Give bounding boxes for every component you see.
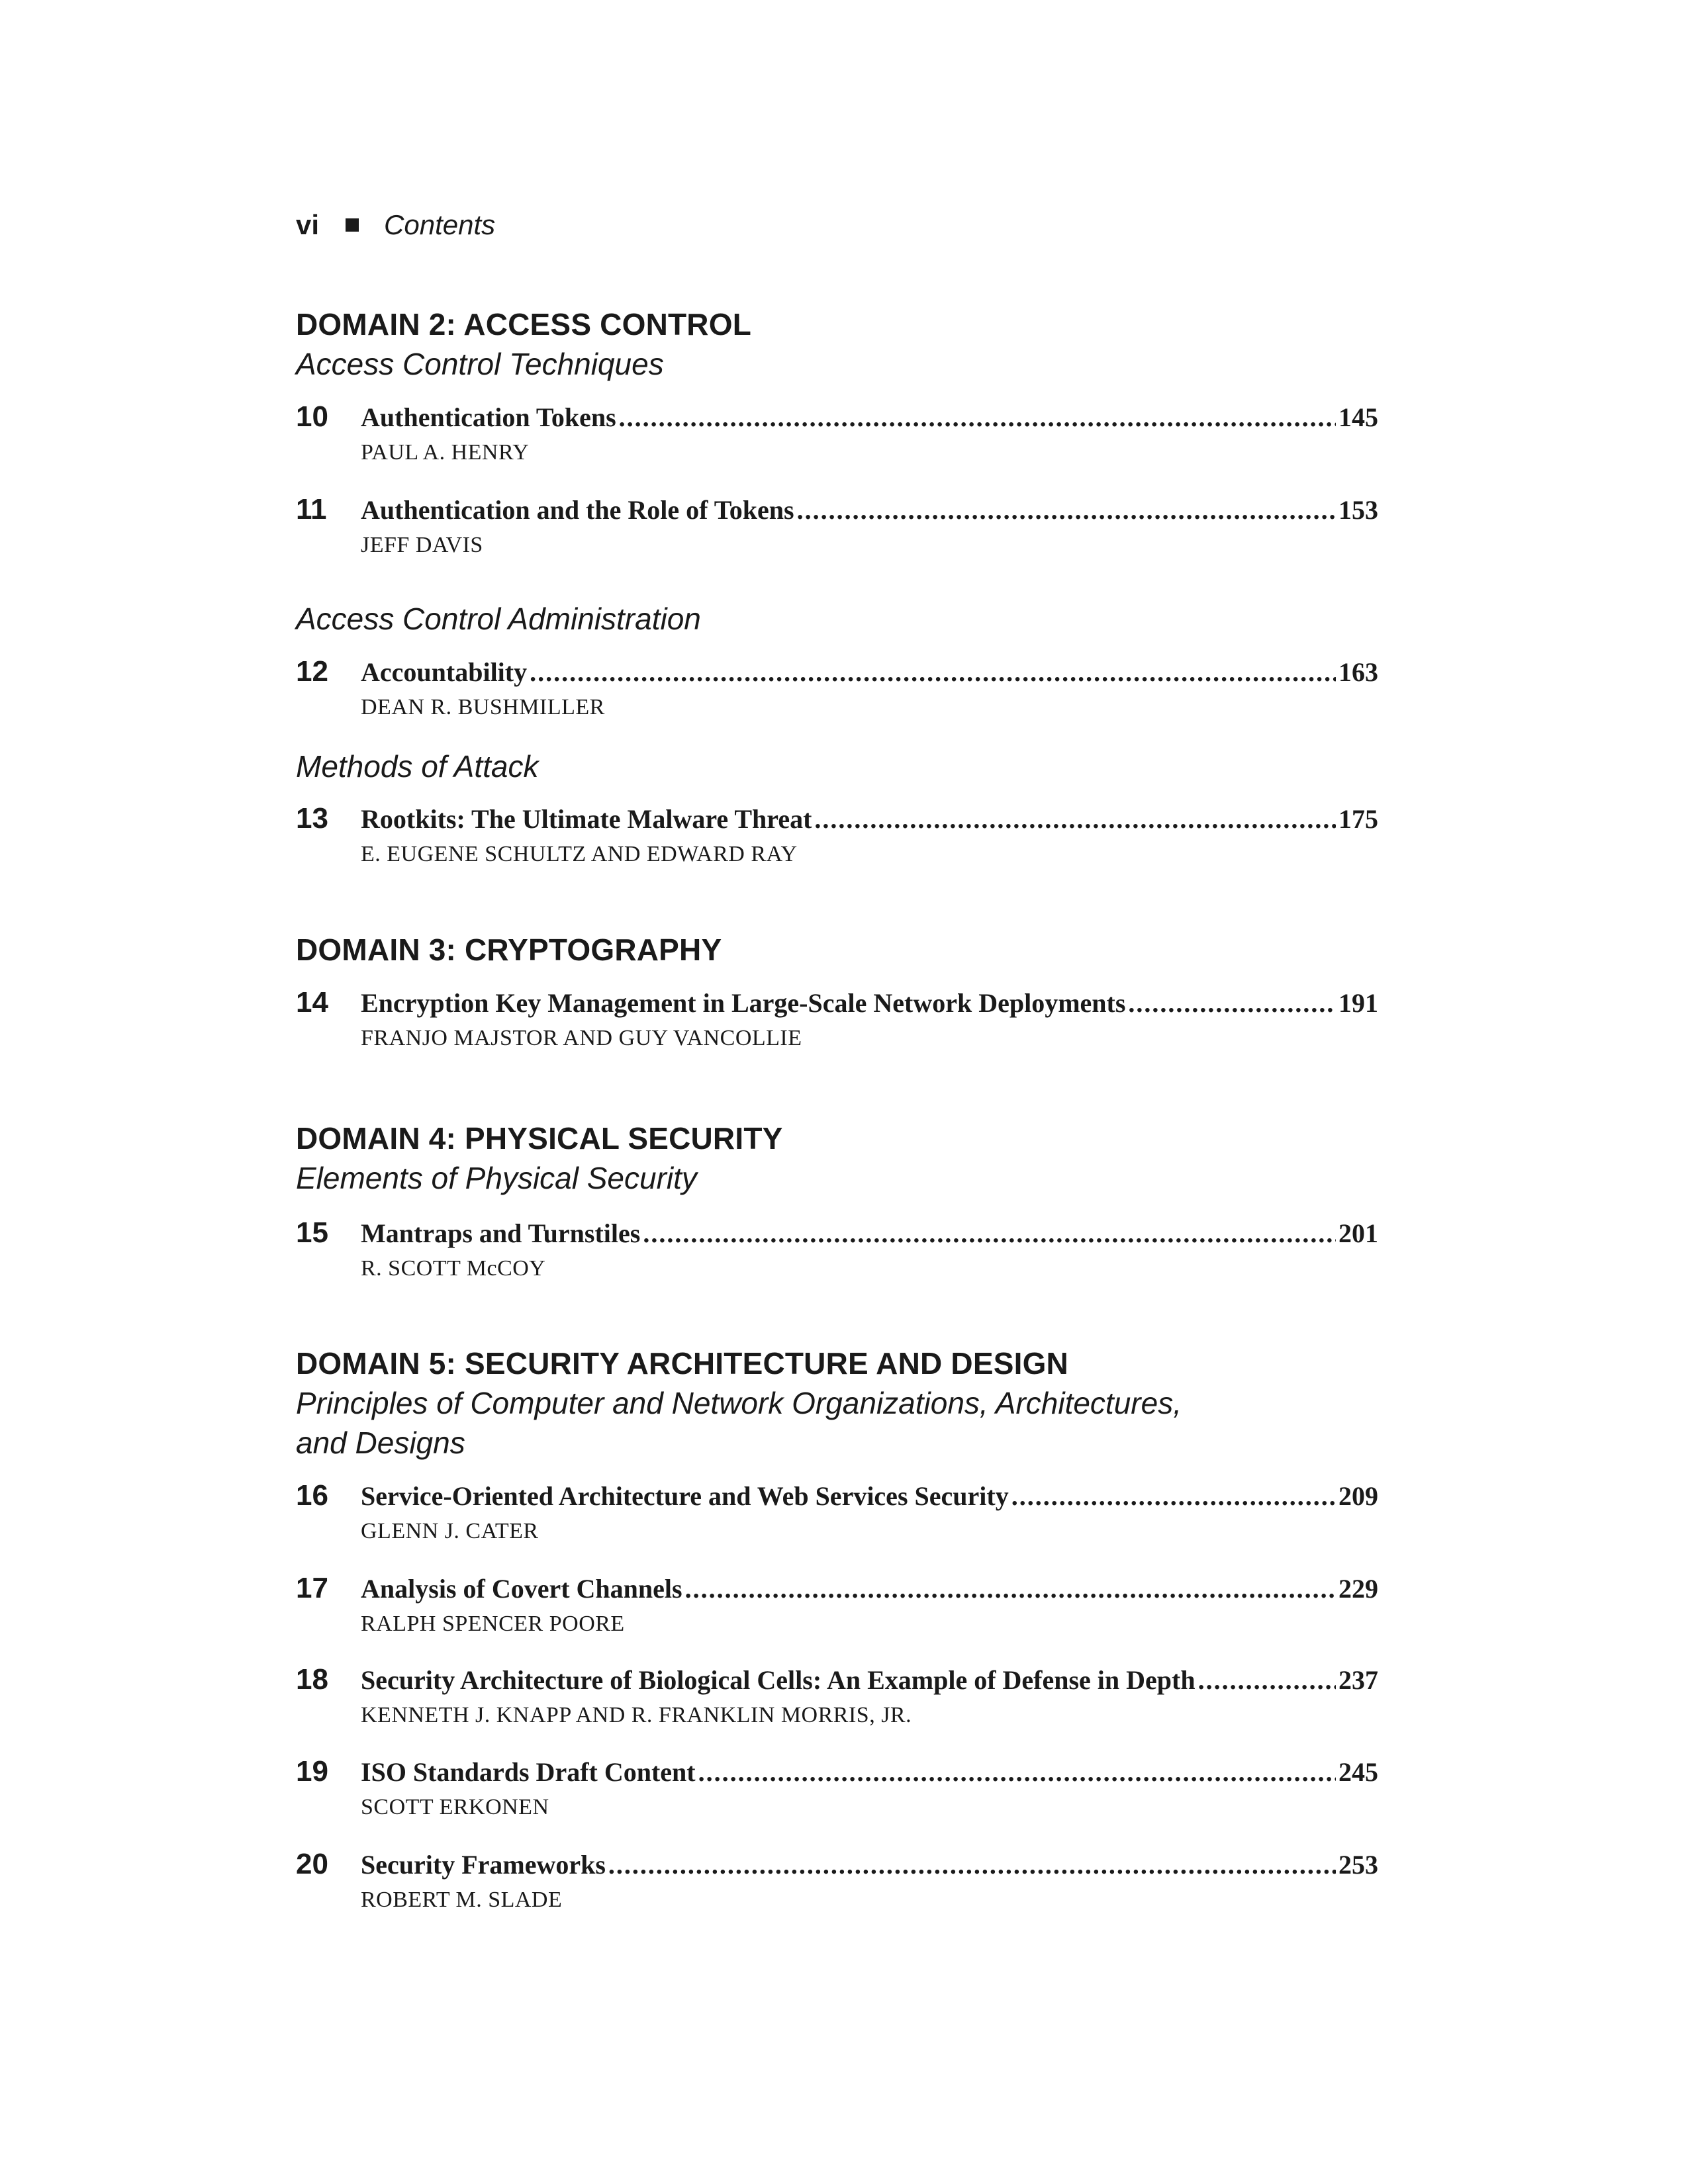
dot-leader <box>619 402 1336 433</box>
chapter-author: KENNETH J. KNAPP AND R. FRANKLIN MORRIS, JR. <box>361 1703 912 1727</box>
chapter-number: 10 <box>296 400 328 433</box>
page-number[interactable]: 163 <box>1338 657 1378 687</box>
chapter-title[interactable]: Accountability <box>361 657 528 687</box>
page-number[interactable]: 253 <box>1338 1850 1378 1880</box>
chapter-title[interactable]: Mantraps and Turnstiles <box>361 1218 641 1248</box>
square-bullet-icon <box>346 218 359 232</box>
chapter-number: 13 <box>296 802 328 835</box>
domain-4-header <box>296 1118 783 1198</box>
domain-heading: DOMAIN 4: PHYSICAL SECURITY <box>296 1121 783 1156</box>
domain-heading: DOMAIN 3: CRYPTOGRAPHY <box>296 933 722 967</box>
chapter-number: 15 <box>296 1216 328 1249</box>
toc-entry[interactable] <box>296 1663 1378 1731</box>
chapter-number: 17 <box>296 1572 328 1604</box>
chapter-title[interactable]: Authentication and the Role of Tokens <box>361 495 794 525</box>
section-heading: Elements of Physical Security <box>296 1161 697 1195</box>
page-number[interactable]: 237 <box>1338 1665 1378 1695</box>
toc-entry[interactable] <box>296 986 1378 1054</box>
page-number[interactable]: 229 <box>1338 1574 1378 1604</box>
toc-entry[interactable] <box>296 400 1378 468</box>
chapter-title[interactable]: ISO Standards Draft Content <box>361 1757 696 1787</box>
chapter-author: JEFF DAVIS <box>361 533 483 557</box>
chapter-number: 18 <box>296 1663 328 1696</box>
chapter-author: DEAN R. BUSHMILLER <box>361 695 605 719</box>
chapter-number: 11 <box>296 493 327 525</box>
dot-leader <box>530 657 1336 688</box>
chapter-author: RALPH SPENCER POORE <box>361 1612 625 1636</box>
chapter-number: 19 <box>296 1755 328 1788</box>
chapter-author: E. EUGENE SCHULTZ AND EDWARD RAY <box>361 842 798 866</box>
page-number[interactable]: 153 <box>1338 495 1378 525</box>
dot-leader <box>643 1218 1336 1249</box>
dot-leader <box>1198 1664 1336 1696</box>
chapter-author: GLENN J. CATER <box>361 1519 539 1543</box>
chapter-title[interactable]: Rootkits: The Ultimate Malware Threat <box>361 804 812 834</box>
dot-leader <box>685 1573 1336 1604</box>
page-number[interactable]: 145 <box>1338 402 1378 432</box>
toc-entry[interactable] <box>296 1848 1378 1915</box>
section-header <box>296 599 701 639</box>
chapter-number: 16 <box>296 1479 328 1512</box>
dot-leader <box>1128 987 1336 1019</box>
chapter-number: 20 <box>296 1848 328 1880</box>
section-heading-line-1: Principles of Computer and Network Organizations, Architectures, <box>296 1386 1182 1420</box>
dot-leader <box>698 1756 1336 1788</box>
domain-heading: DOMAIN 5: SECURITY ARCHITECTURE AND DESIGN <box>296 1346 1068 1381</box>
toc-entry[interactable] <box>296 493 1378 561</box>
chapter-author: FRANJO MAJSTOR AND GUY VANCOLLIE <box>361 1026 802 1050</box>
section-heading: Access Control Techniques <box>296 347 664 381</box>
chapter-author: ROBERT M. SLADE <box>361 1888 563 1912</box>
dot-leader <box>608 1849 1336 1880</box>
chapter-author: PAUL A. HENRY <box>361 440 530 465</box>
page-number[interactable]: 209 <box>1338 1481 1378 1511</box>
section-header <box>296 747 538 786</box>
page-number[interactable]: 201 <box>1338 1218 1378 1248</box>
chapter-author: R. SCOTT McCOY <box>361 1256 546 1281</box>
section-heading: Access Control Administration <box>296 602 701 636</box>
chapter-title[interactable]: Security Architecture of Biological Cells: An Example of Defense in Depth <box>361 1665 1196 1695</box>
domain-2-header <box>296 304 751 384</box>
toc-entry[interactable] <box>296 802 1378 870</box>
chapter-title[interactable]: Service-Oriented Architecture and Web Services Security <box>361 1481 1009 1511</box>
toc-entry[interactable] <box>296 1216 1378 1284</box>
chapter-title[interactable]: Security Frameworks <box>361 1850 606 1880</box>
page-number[interactable]: 245 <box>1338 1757 1378 1787</box>
chapter-number: 14 <box>296 986 328 1019</box>
toc-entry[interactable] <box>296 1572 1378 1639</box>
page-folio: vi <box>296 209 320 240</box>
page-number[interactable]: 175 <box>1338 804 1378 834</box>
dot-leader <box>1011 1480 1336 1512</box>
domain-heading: DOMAIN 2: ACCESS CONTROL <box>296 307 751 341</box>
dot-leader <box>797 494 1336 525</box>
toc-entry[interactable] <box>296 1755 1378 1823</box>
toc-entry[interactable] <box>296 655 1378 723</box>
dot-leader <box>814 803 1336 835</box>
chapter-author: SCOTT ERKONEN <box>361 1795 549 1819</box>
domain-3-header <box>296 930 722 970</box>
chapter-title[interactable]: Analysis of Covert Channels <box>361 1574 682 1604</box>
domain-5-header <box>296 1343 1182 1463</box>
running-head <box>296 205 495 245</box>
chapter-number: 12 <box>296 655 328 688</box>
page-number[interactable]: 191 <box>1338 988 1378 1018</box>
toc-entry[interactable] <box>296 1479 1378 1547</box>
running-head-title: Contents <box>384 209 496 240</box>
chapter-title[interactable]: Encryption Key Management in Large-Scale Network Deployments <box>361 988 1126 1018</box>
chapter-title[interactable]: Authentication Tokens <box>361 402 616 432</box>
section-heading-line-2: and Designs <box>296 1426 465 1460</box>
section-heading: Methods of Attack <box>296 749 539 784</box>
